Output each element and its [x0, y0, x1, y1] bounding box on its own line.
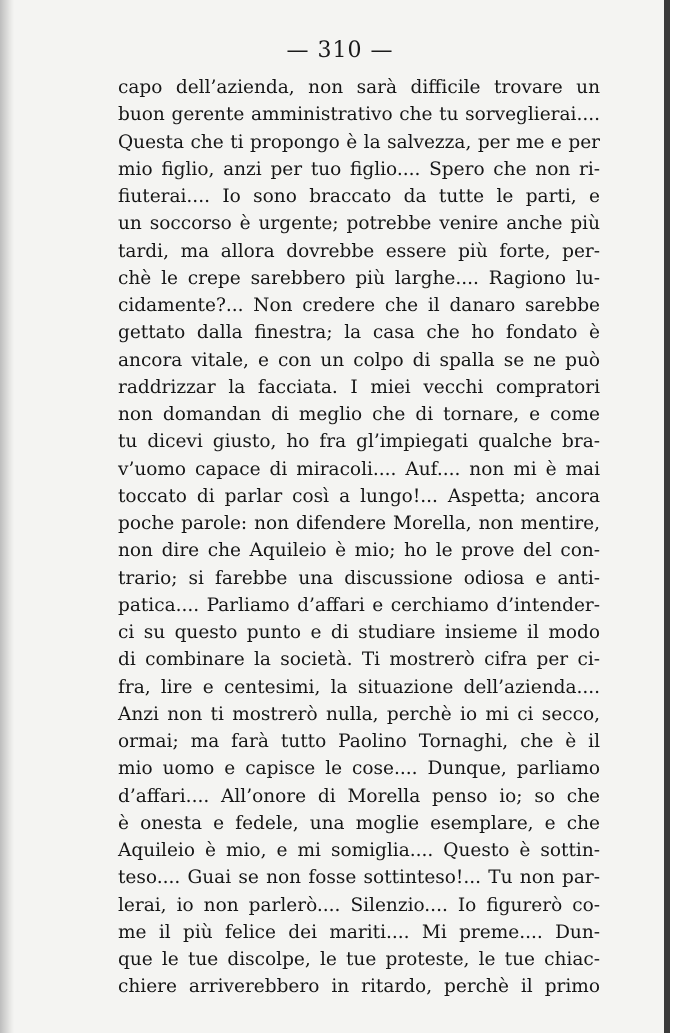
text-line: ci su questo punto e di studiare insieme il modo [118, 622, 600, 643]
text-line: trario; si farebbe una discussione odiosa e anti- [118, 567, 600, 589]
page-number: — 310 — [286, 38, 394, 63]
text-line: tu dicevi giusto, ho fra gl’impiegati qualche bra- [118, 431, 600, 453]
text-line: que le tue discolpe, le tue proteste, le tue chiac- [118, 949, 600, 970]
text-line: me il più felice dei mariti.... Mi preme.... Dun- [118, 921, 600, 943]
text-line: d’affari.... All’onore di Morella penso io; so che [118, 785, 600, 807]
text-line: mio figlio, anzi per tuo figlio.... Spero che non ri- [118, 158, 600, 180]
text-line: fra, lire e centesimi, la situazione dell’azienda.... [118, 676, 600, 698]
text-line: di combinare la società. Ti mostrerò cifra per ci- [118, 649, 600, 671]
text-line: chè le crepe sarebbero più larghe.... Ragiono lu- [118, 267, 600, 289]
text-line: ancora vitale, e con un colpo di spalla se ne può [118, 349, 600, 371]
page-gutter [670, 0, 680, 1033]
text-line: v’uomo capace di miracoli.... Auf.... non mi è mai [118, 458, 600, 480]
text-line: chiere arriverebbero in ritardo, perchè il primo [118, 976, 600, 998]
text-line: capo dell’azienda, non sarà difficile trovare un [118, 77, 600, 98]
text-line: poche parole: non difendere Morella, non mentire, [118, 513, 600, 534]
text-line: cidamente?... Non credere che il danaro sarebbe [118, 295, 600, 316]
text-line: buon gerente amministrativo che tu sorveglierai.... [118, 104, 600, 126]
text-line: un soccorso è urgente; potrebbe venire anche più [118, 213, 600, 235]
text-line: Anzi non ti mostrerò nulla, perchè io mi ci secco, [118, 703, 600, 725]
text-line: raddrizzar la facciata. I miei vecchi compratori [118, 376, 600, 398]
text-line: mio uomo e capisce le cose.... Dunque, parliamo [118, 758, 600, 780]
spine-shadow [0, 0, 14, 1033]
text-line: patica.... Parliamo d’affari e cerchiamo d’intender- [118, 594, 600, 616]
text-line: non dire che Aquileio è mio; ho le prove del con- [118, 540, 600, 562]
text-line: gettato dalla finestra; la casa che ho fondato è [118, 322, 600, 344]
text-line: Questa che ti propongo è la salvezza, per me e per [118, 131, 600, 153]
text-line: fiuterai.... Io sono braccato da tutte le parti, e [118, 186, 600, 207]
text-line: non domandan di meglio che di tornare, e come [118, 404, 600, 425]
text-line: teso.... Guai se non fosse sottinteso!... Tu non par- [118, 867, 600, 889]
text-line: ormai; ma farà tutto Paolino Tornaghi, che è il [118, 731, 600, 752]
text-line: Aquileio è mio, e mi somiglia.... Questo è sottin- [118, 840, 600, 861]
text-line: toccato di parlar così a lungo!... Aspetta; ancora [118, 485, 600, 507]
body-text [118, 74, 600, 1001]
text-line: tardi, ma allora dovrebbe essere più forte, per- [118, 240, 600, 262]
text-line: è onesta e fedele, una moglie esemplare, e che [118, 812, 600, 834]
text-line: lerai, io non parlerò.... Silenzio.... Io figurerò co- [118, 894, 600, 916]
